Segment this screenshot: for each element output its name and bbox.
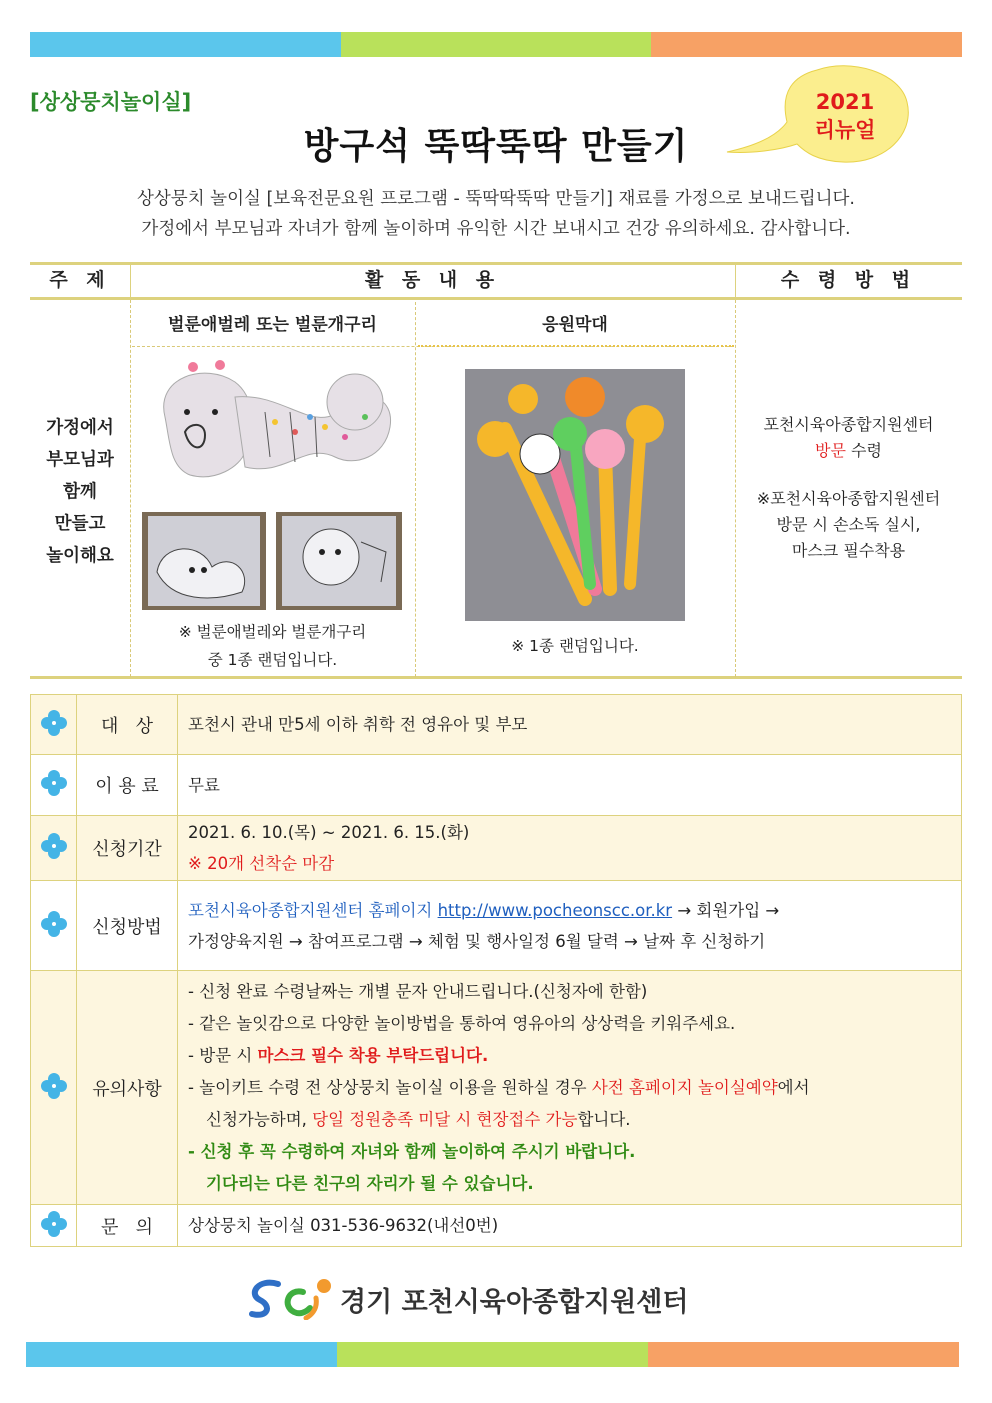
stick-note: ※ 1종 랜덤입니다. — [511, 637, 639, 655]
clover-icon — [41, 833, 67, 859]
info-row-method — [31, 881, 962, 971]
bottom-color-bar — [26, 1342, 959, 1367]
balloon-caterpillar-image — [145, 357, 405, 507]
label-method: 신청방법 — [77, 881, 178, 971]
category-label: [상상뭉치놀이실] — [30, 90, 192, 114]
clover-icon — [41, 1073, 67, 1099]
header-topic: 주 제 — [49, 269, 111, 291]
cheering-stick-photo — [465, 369, 685, 621]
label-notes: 유의사항 — [77, 971, 178, 1205]
homepage-name: 포천시육아종합지원센터 홈페이지 — [188, 900, 433, 920]
info-row-contact — [31, 1205, 962, 1247]
balloon-package-photo-1 — [142, 512, 266, 610]
label-period: 신청기간 — [77, 816, 178, 881]
value-notes: - 신청 완료 수령날짜는 개별 문자 안내드립니다.(신청자에 한함) - 같은 놀잇감으로 다양한 놀이방법을 통하여 영유아의 상상력을 키워주세요. - 방문 시 마스크 필수 착용 부탁드립니다. - 놀이키트 수령 전 상상뭉치 놀이실 이용을 원하실 경우 사전 홈페이지 놀이실예약에서 신청가능하며, 당일 정원충족 미달 시 현장접수 가능합니다. - 신청 후 꼭 수령하여 자녀와 함께 놀이하여 주시기 바랍니다. 기다리는 다른 친구의 자리가 될 수 있습니다. — [178, 971, 962, 1205]
activity-table — [30, 262, 962, 679]
label-fee: 이 용 료 — [77, 755, 178, 816]
clover-icon — [41, 911, 67, 937]
info-row-period — [31, 816, 962, 881]
top-color-bar — [30, 32, 962, 57]
info-table — [30, 694, 962, 1247]
header-receive: 수 령 방 법 — [780, 269, 917, 291]
intro-text: 상상뭉치 놀이실 [보육전문요원 프로그램 - 뚝딱딱뚝딱 만들기] 재료를 가정으로 보내드립니다. 가정에서 부모님과 자녀가 함께 놀이하며 유익한 시간 보내시고 건강 유의하세요. 감사합니다. — [137, 189, 855, 239]
value-target: 포천시 관내 만5세 이하 취학 전 영유아 및 부모 — [178, 695, 962, 755]
receive-method: 포천시육아종합지원센터 방문 수령 ※포천시육아종합지원센터 방문 시 손소독 실시, 마스크 필수착용 — [756, 415, 941, 560]
clover-icon — [41, 710, 67, 736]
clover-icon — [41, 1211, 67, 1237]
balloon-package-photo-2 — [276, 512, 402, 610]
header-activity: 활 동 내 용 — [364, 269, 501, 291]
info-row-target — [31, 695, 962, 755]
info-row-fee — [31, 755, 962, 816]
item-stick-name: 응원막대 — [542, 315, 608, 335]
topic-text: 가정에서 부모님과 함께 만들고 놀이해요 — [46, 418, 114, 566]
balloon-note: ※ 벌룬애벌레와 벌룬개구리 중 1종 랜덤입니다. — [178, 623, 367, 669]
homepage-link[interactable]: http://www.pocheonscc.or.kr — [437, 900, 673, 920]
label-contact: 문 의 — [77, 1205, 178, 1247]
clover-icon — [41, 770, 67, 796]
item-balloon-name: 벌룬애벌레 또는 벌룬개구리 — [168, 315, 377, 335]
value-fee: 무료 — [178, 755, 962, 816]
value-contact: 상상뭉치 놀이실 031-536-9632(내선0번) — [178, 1205, 962, 1247]
label-target: 대 상 — [77, 695, 178, 755]
info-row-notes — [31, 971, 962, 1205]
center-logo — [248, 1276, 338, 1320]
center-name: 경기 포천시육아종합지원센터 — [340, 1287, 689, 1318]
value-method: 포천시육아종합지원센터 홈페이지 http://www.pocheonscc.or.kr → 회원가입 → 가정양육지원 → 참여프로그램 → 체험 및 행사일정 6월 달력 → 날짜 후 신청하기 — [178, 881, 962, 971]
page-title: 방구석 뚝딱뚝딱 만들기 — [303, 126, 689, 167]
value-period: 2021. 6. 10.(목) ~ 2021. 6. 15.(화) ※ 20개 선착순 마감 — [178, 816, 962, 881]
renewal-badge-text: 2021 리뉴얼 — [814, 90, 876, 142]
